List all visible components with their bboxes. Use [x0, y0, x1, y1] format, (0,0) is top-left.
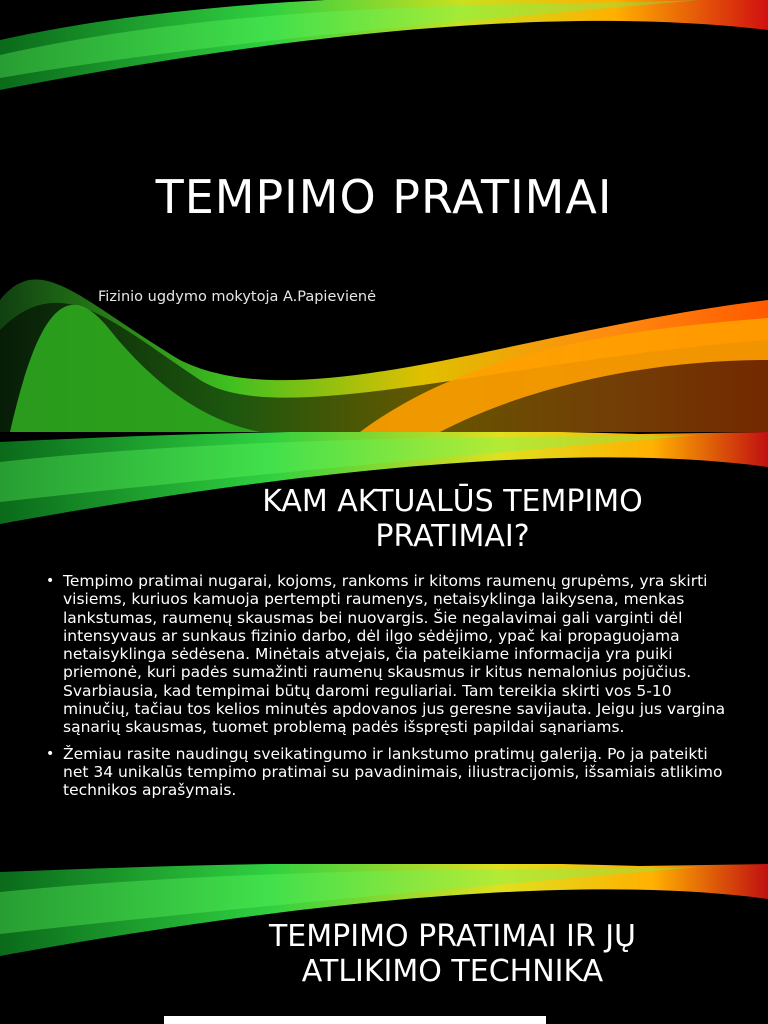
- bullet-item: • Tempimo pratimai nugarai, kojoms, rankoms ir kitoms raumenų grupėms, yra skirti visiems, kuriuos kamuoja pertempti raumenys, netaisyklinga laikysena, menkas lankstumas, raumenų skausmas bei nuovargis. Šie negalavimai gali varginti dėl intensyvaus ar sunkaus fizinio darbo, dėl ilgo sėdėjimo, ypač kai propaguojama netaisyklinga sėdėsena. Minėtais atvejais, čia pateikiame informacija yra puiki priemonė, kuri padės sumažinti raumenų skausmus ir kitus nemalonius pojūčius. Svarbiausia, kad tempimai būtų daromi reguliariai. Tam tereikia skirti vos 5-10 minučių, tačiau tos kelios minutės apdovanos jus geresne savijauta. Jeigu jus vargina sąnarių skausmas, tuomet problemą padės išspręsti papildai sąnariams.: [46, 572, 726, 737]
- slide-title: [200, 484, 705, 554]
- bullet-item: • Žemiau rasite naudingų sveikatingumo ir lankstumo pratimų galeriją. Po ja pateikti net 34 unikalūs tempimo pratimai su pavadinimais, iliustracijomis, išsamiais atlikimo technikos aprašymais.: [46, 745, 726, 800]
- slide-subtitle: Fizinio ugdymo mokytoja A.Papievienė: [98, 289, 377, 305]
- slide-title-line-1: KAM AKTUALŪS TEMPIMO: [262, 484, 643, 519]
- slide-title-line-2: PRATIMAI?: [375, 519, 530, 554]
- content-placeholder: [164, 1016, 546, 1024]
- content-slide: [0, 432, 768, 864]
- slide-title-line-1: TEMPIMO PRATIMAI IR JŲ: [268, 919, 637, 954]
- slide-title-line-2: ATLIKIMO TECHNIKA: [301, 954, 604, 989]
- title-slide: [0, 0, 768, 432]
- slide-title: [200, 919, 705, 989]
- slide-title: TEMPIMO PRATIMAI: [155, 170, 613, 224]
- section-slide: [0, 864, 768, 1024]
- bullet-list: [46, 572, 726, 808]
